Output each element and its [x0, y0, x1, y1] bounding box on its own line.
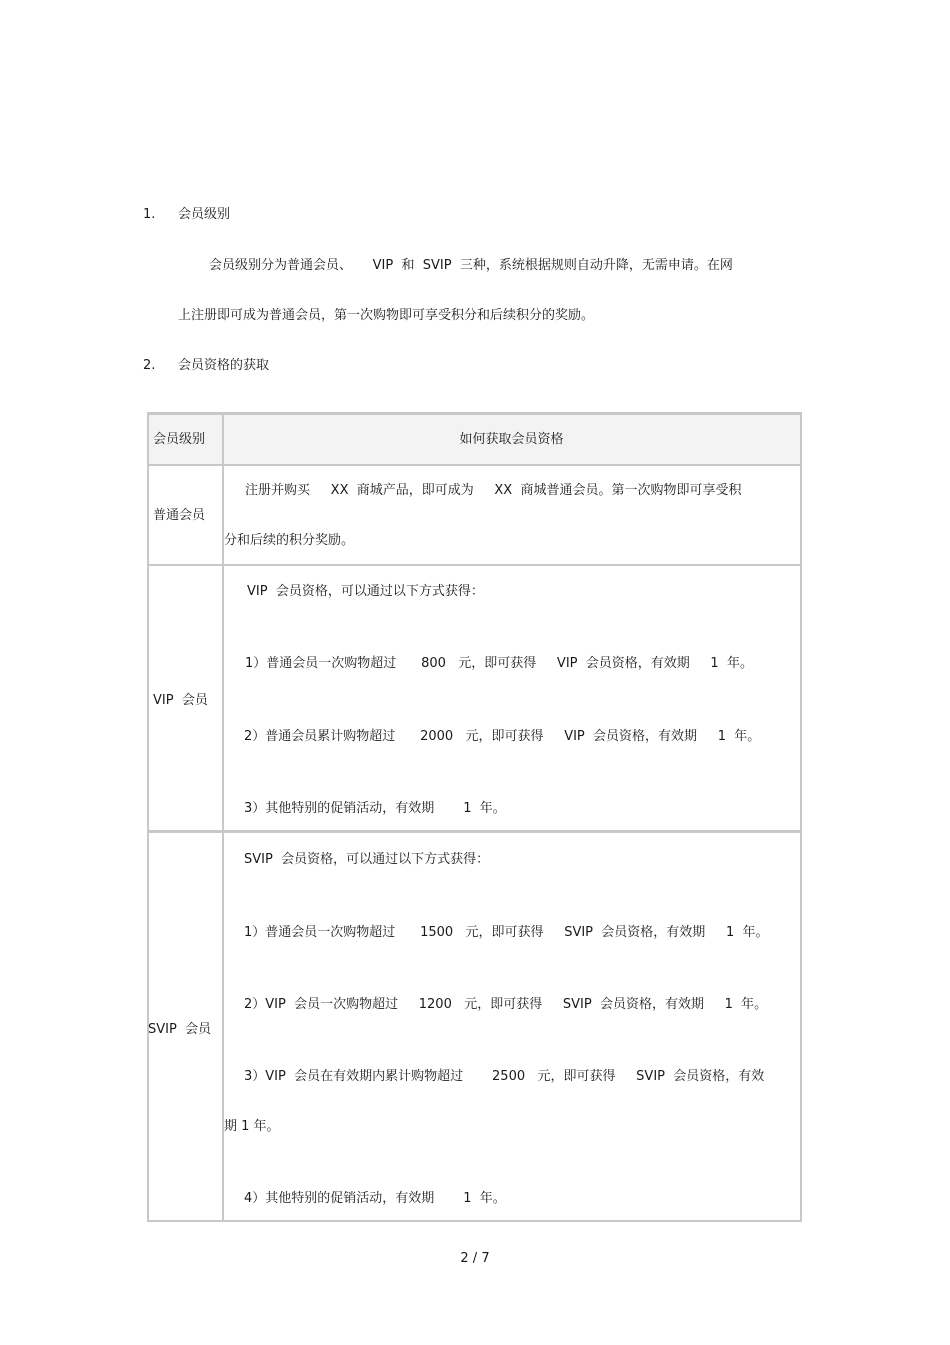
row-svip-line-6: 4）其他特别的促销活动，有效期 1 年。	[244, 1191, 506, 1206]
table-divider-row-2	[147, 830, 802, 833]
row-vip-line-2: 1）普通会员一次购物超过 800 元，即可获得 VIP 会员资格，有效期 1 年。	[245, 656, 753, 671]
row-vip-line-4: 3）其他特别的促销活动，有效期 1 年。	[244, 801, 506, 816]
section-2-title: 会员资格的获取	[178, 358, 270, 373]
row-svip-line-2: 1）普通会员一次购物超过 1500 元，即可获得 SVIP 会员资格，有效期 1 年。	[244, 925, 769, 940]
row-regular-line-1: 注册并购买 XX 商城产品，即可成为 XX 商城普通会员。第一次购物即可享受积	[245, 483, 742, 498]
row-svip-line-1: SVIP 会员资格，可以通过以下方式获得：	[244, 852, 490, 867]
table-border-left	[147, 412, 149, 1222]
intro-line-2: 上注册即可成为普通会员，第一次购物即可享受积分和后续积分的奖励。	[178, 308, 595, 323]
section-1-number: 1.	[143, 207, 156, 222]
membership-table	[147, 412, 802, 1222]
table-divider-row-1	[147, 564, 802, 566]
table-divider-header	[147, 464, 802, 466]
row-vip-line-3: 2）普通会员累计购物超过 2000 元，即可获得 VIP 会员资格，有效期 1 年。	[244, 729, 761, 744]
row-level-regular: 普通会员	[153, 508, 206, 523]
table-border-right	[800, 412, 802, 1222]
table-border-bottom	[147, 1220, 802, 1222]
row-svip-line-4: 3）VIP 会员在有效期内累计购物超过 2500 元，即可获得 SVIP 会员资格，有效	[244, 1069, 765, 1084]
row-svip-line-5: 期 1 年。	[224, 1119, 280, 1134]
table-header-how-to-obtain: 如何获取会员资格	[459, 432, 564, 447]
table-border-top	[147, 412, 802, 415]
row-level-svip: SVIP 会员	[148, 1022, 212, 1037]
intro-line-1: 会员级别分为普通会员、 VIP 和 SVIP 三种，系统根据规则自动升降，无需申请。在网	[209, 258, 733, 273]
row-regular-line-2: 分和后续的积分奖励。	[224, 533, 355, 548]
table-header-level: 会员级别	[153, 432, 206, 447]
row-vip-line-1: VIP 会员资格，可以通过以下方式获得：	[247, 584, 484, 599]
row-svip-line-3: 2）VIP 会员一次购物超过 1200 元，即可获得 SVIP 会员资格，有效期 1 年。	[244, 997, 768, 1012]
row-level-vip: VIP 会员	[153, 693, 208, 708]
section-1-title: 会员级别	[178, 207, 231, 222]
page-number: 2 / 7	[460, 1251, 490, 1266]
section-2-number: 2.	[143, 358, 156, 373]
